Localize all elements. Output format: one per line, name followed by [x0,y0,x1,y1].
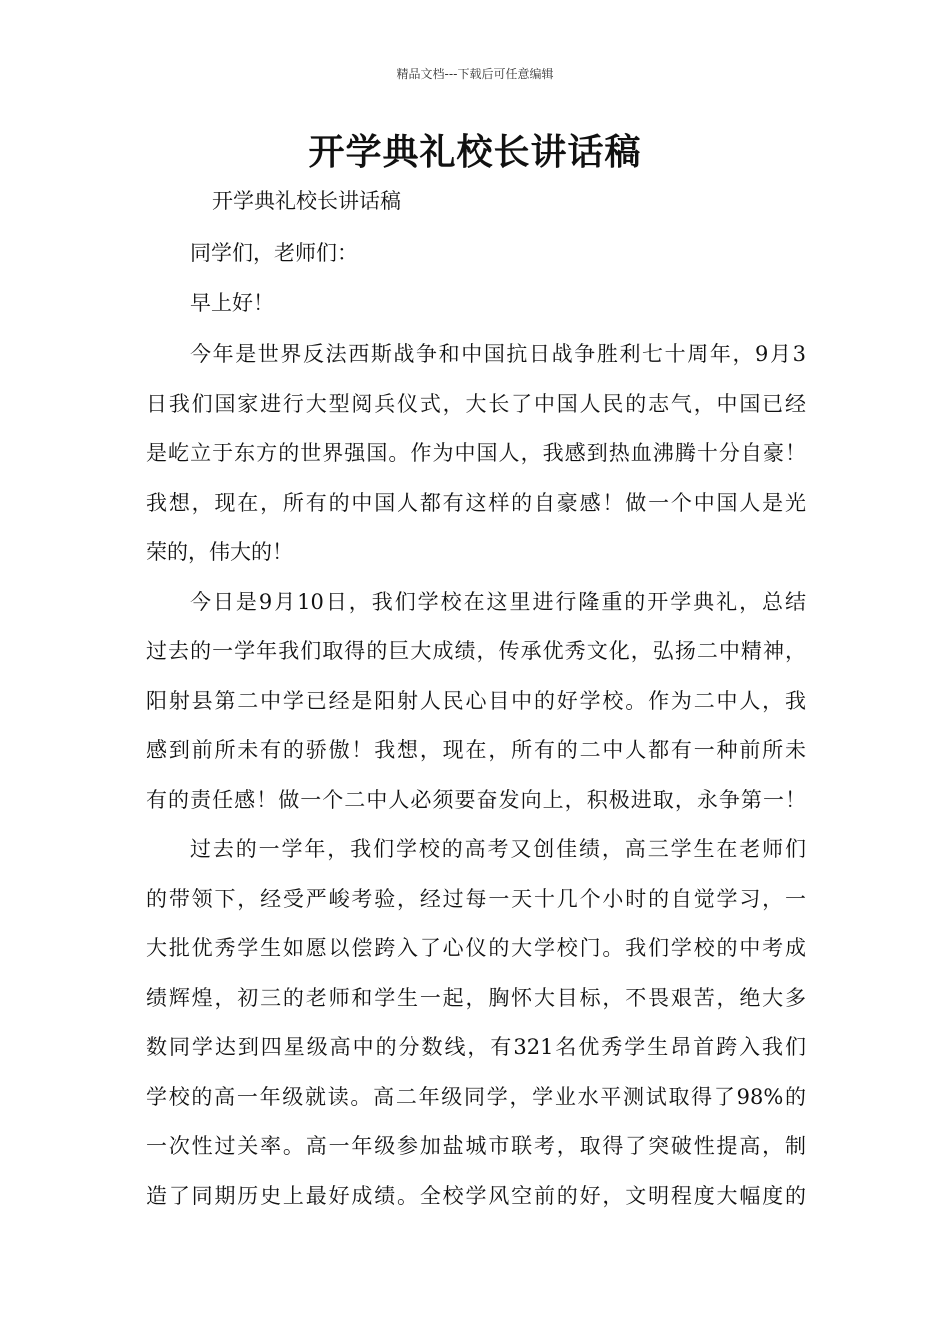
paragraph-3-line: 数同学达到四星级高中的分数线，有321名优秀学生昂首跨入我们 [146,1035,806,1059]
paragraph-3-line: 造了同期历史上最好成绩。全校学风空前的好，文明程度大幅度的 [146,1184,806,1208]
paragraph-2-line: 阳射县第二中学已经是阳射人民心目中的好学校。作为二中人，我 [146,689,806,713]
paragraph-3-line: 过去的一学年，我们学校的高考又创佳绩，高三学生在老师们 [190,837,806,861]
paragraph-1-line: 日我们国家进行大型阅兵仪式，大长了中国人民的志气，中国已经 [146,392,806,416]
paragraph-2-line: 有的责任感！做一个二中人必须要奋发向上，积极进取，永争第一！ [146,788,806,812]
paragraph-1-line: 今年是世界反法西斯战争和中国抗日战争胜利七十周年，9月3 [190,342,806,366]
paragraph-3-line: 一次性过关率。高一年级参加盐城市联考，取得了突破性提高，制 [146,1134,806,1158]
greeting-line: 同学们，老师们： [190,241,358,265]
paragraph-1-line: 是屹立于东方的世界强国。作为中国人，我感到热血沸腾十分自豪！ [146,441,806,465]
document-subtitle: 开学典礼校长讲话稿 [212,189,401,213]
paragraph-2-line: 感到前所未有的骄傲！我想，现在，所有的二中人都有一种前所未 [146,738,806,762]
salutation-line: 早上好！ [190,291,274,315]
header-note: 精品文档---下载后可任意编辑 [396,67,554,81]
paragraph-2-line: 过去的一学年我们取得的巨大成绩，传承优秀文化，弘扬二中精神， [146,639,806,663]
paragraph-3-line: 学校的高一年级就读。高二年级同学，学业水平测试取得了98%的 [146,1085,806,1109]
paragraph-1-line: 荣的，伟大的！ [146,540,293,564]
paragraph-3-line: 的带领下，经受严峻考验，经过每一天十几个小时的自觉学习，一 [146,887,806,911]
paragraph-3-line: 大批优秀学生如愿以偿跨入了心仪的大学校门。我们学校的中考成 [146,936,806,960]
paragraph-2-line: 今日是9月10日，我们学校在这里进行隆重的开学典礼，总结 [190,590,806,614]
paragraph-3-line: 绩辉煌，初三的老师和学生一起，胸怀大目标，不畏艰苦，绝大多 [146,986,806,1010]
document-title: 开学典礼校长讲话稿 [308,131,642,173]
paragraph-1-line: 我想，现在，所有的中国人都有这样的自豪感！做一个中国人是光 [146,491,806,515]
